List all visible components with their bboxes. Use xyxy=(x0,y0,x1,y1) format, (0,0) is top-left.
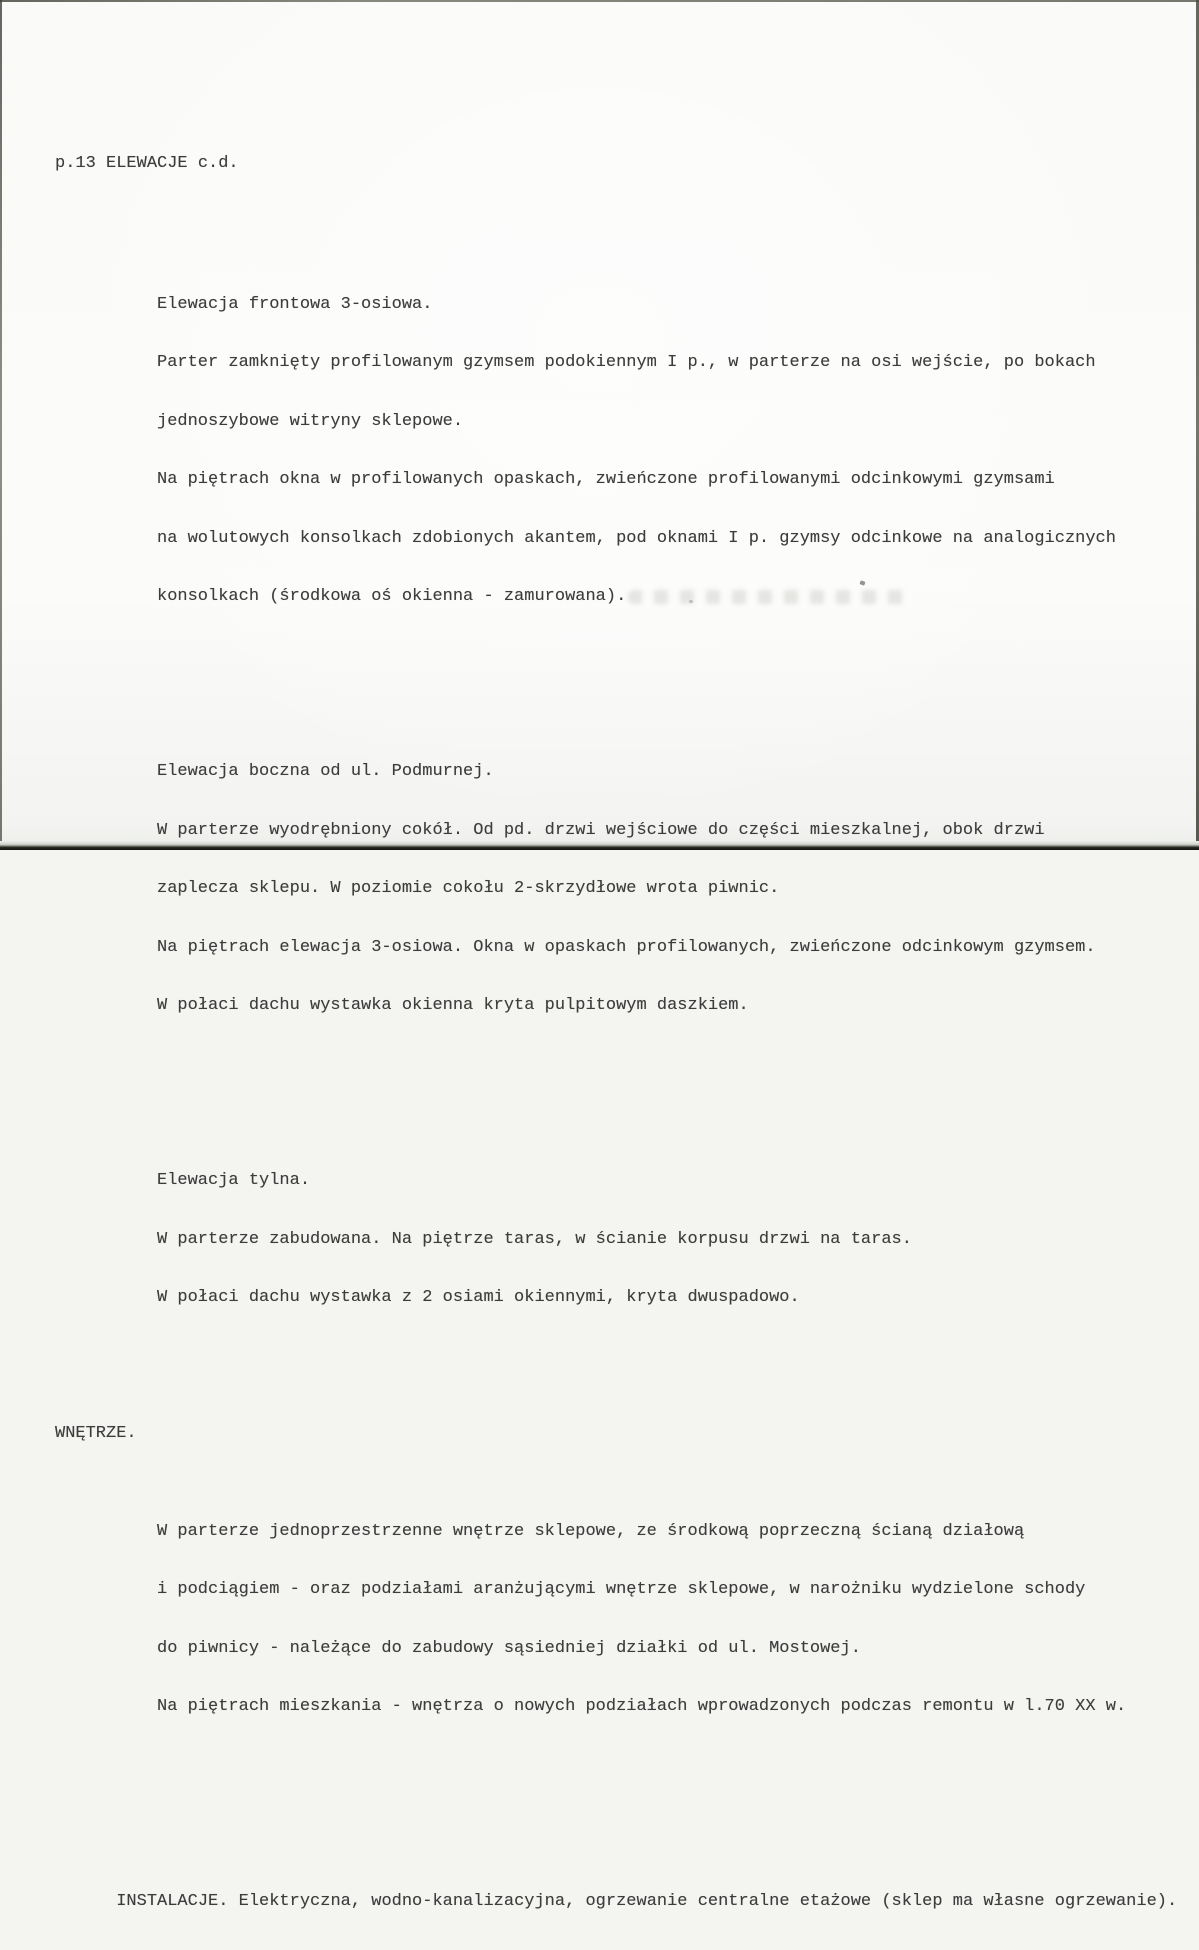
section-label-wnetrze: WNĘTRZE. xyxy=(55,1424,137,1443)
paragraph-elewacja-frontowa xyxy=(157,256,1165,646)
page-header: p.13 ELEWACJE c.d. xyxy=(55,153,239,173)
paragraph-elewacja-boczna xyxy=(157,723,1165,1055)
text-line: W połaci dachu wystawka z 2 osiami okiennymi, kryta dwuspadowo. xyxy=(157,1288,800,1307)
text-line: Elewacja frontowa 3-osiowa. xyxy=(157,294,433,314)
paragraph-elewacja-tylna xyxy=(157,1132,1165,1347)
text-line: W połaci dachu wystawka okienna kryta pulpitowym daszkiem. xyxy=(157,996,749,1015)
text-line: Elektryczna, wodno-kanalizacyjna, ogrzewanie centralne etażowe (sklep ma własne ogrzewanie). xyxy=(238,1891,1178,1911)
text-line: do piwnicy - należące do zabudowy sąsiedniej działki od ul. Mostowej. xyxy=(157,1638,861,1658)
scan-bleedthrough-smudge xyxy=(628,590,913,604)
text-line: Elewacja boczna od ul. Podmurnej. xyxy=(157,762,494,781)
text-line: W parterze jednoprzestrzenne wnętrze sklepowe, ze środkową poprzeczną ścianą działową xyxy=(157,1521,1025,1541)
section-wnetrze xyxy=(55,1424,1165,1795)
text-line: Na piętrach elewacja 3-osiowa. Okna w opaskach profilowanych, zwieńczone odcinkowym gzymsem. xyxy=(157,937,1096,957)
scan-edge-bottom xyxy=(0,841,1199,850)
text-line: zaplecza sklepu. W poziomie cokołu 2-skrzydłowe wrota piwnic. xyxy=(157,879,780,898)
section-instalacje xyxy=(55,1872,1178,1911)
text-line: Na piętrach okna w profilowanych opaskach, zwieńczone profilowanymi odcinkowymi gzymsami xyxy=(157,470,1055,489)
document-text xyxy=(55,95,1178,1950)
text-line: Elewacja tylna. xyxy=(157,1171,311,1190)
text-line: i podciągiem - oraz podziałami aranżującymi wnętrze sklepowe, w narożniku wydzielone schody xyxy=(157,1580,1086,1599)
text-line: Na piętrach mieszkania - wnętrza o nowych podziałach wprowadzonych podczas remontu w l.70 XX w. xyxy=(157,1697,1127,1716)
scan-speck xyxy=(689,600,693,603)
section-label-instalacje: INSTALACJE. xyxy=(116,1891,229,1911)
scan-edge-top xyxy=(0,0,1199,2)
text-line: Parter zamknięty profilowanym gzymsem podokiennym I p., w parterze na osi wejście, po bokach xyxy=(157,353,1096,372)
text-line: jednoszybowe witryny sklepowe. xyxy=(157,411,464,431)
text-line: konsolkach (środkowa oś okienna - zamurowana). xyxy=(157,587,627,606)
scan-edge-left xyxy=(0,0,2,850)
text-line: W parterze wyodrębniony cokół. Od pd. drzwi wejściowe do części mieszkalnej, obok drzwi xyxy=(157,820,1045,840)
text-line: W parterze zabudowana. Na piętrze taras, w ścianie korpusu drzwi na taras. xyxy=(157,1229,912,1249)
text-line: na wolutowych konsolkach zdobionych akantem, pod oknami I p. gzymsy odcinkowe na analogicznych xyxy=(157,528,1116,548)
section-wnetrze-lines xyxy=(157,1483,1165,1756)
